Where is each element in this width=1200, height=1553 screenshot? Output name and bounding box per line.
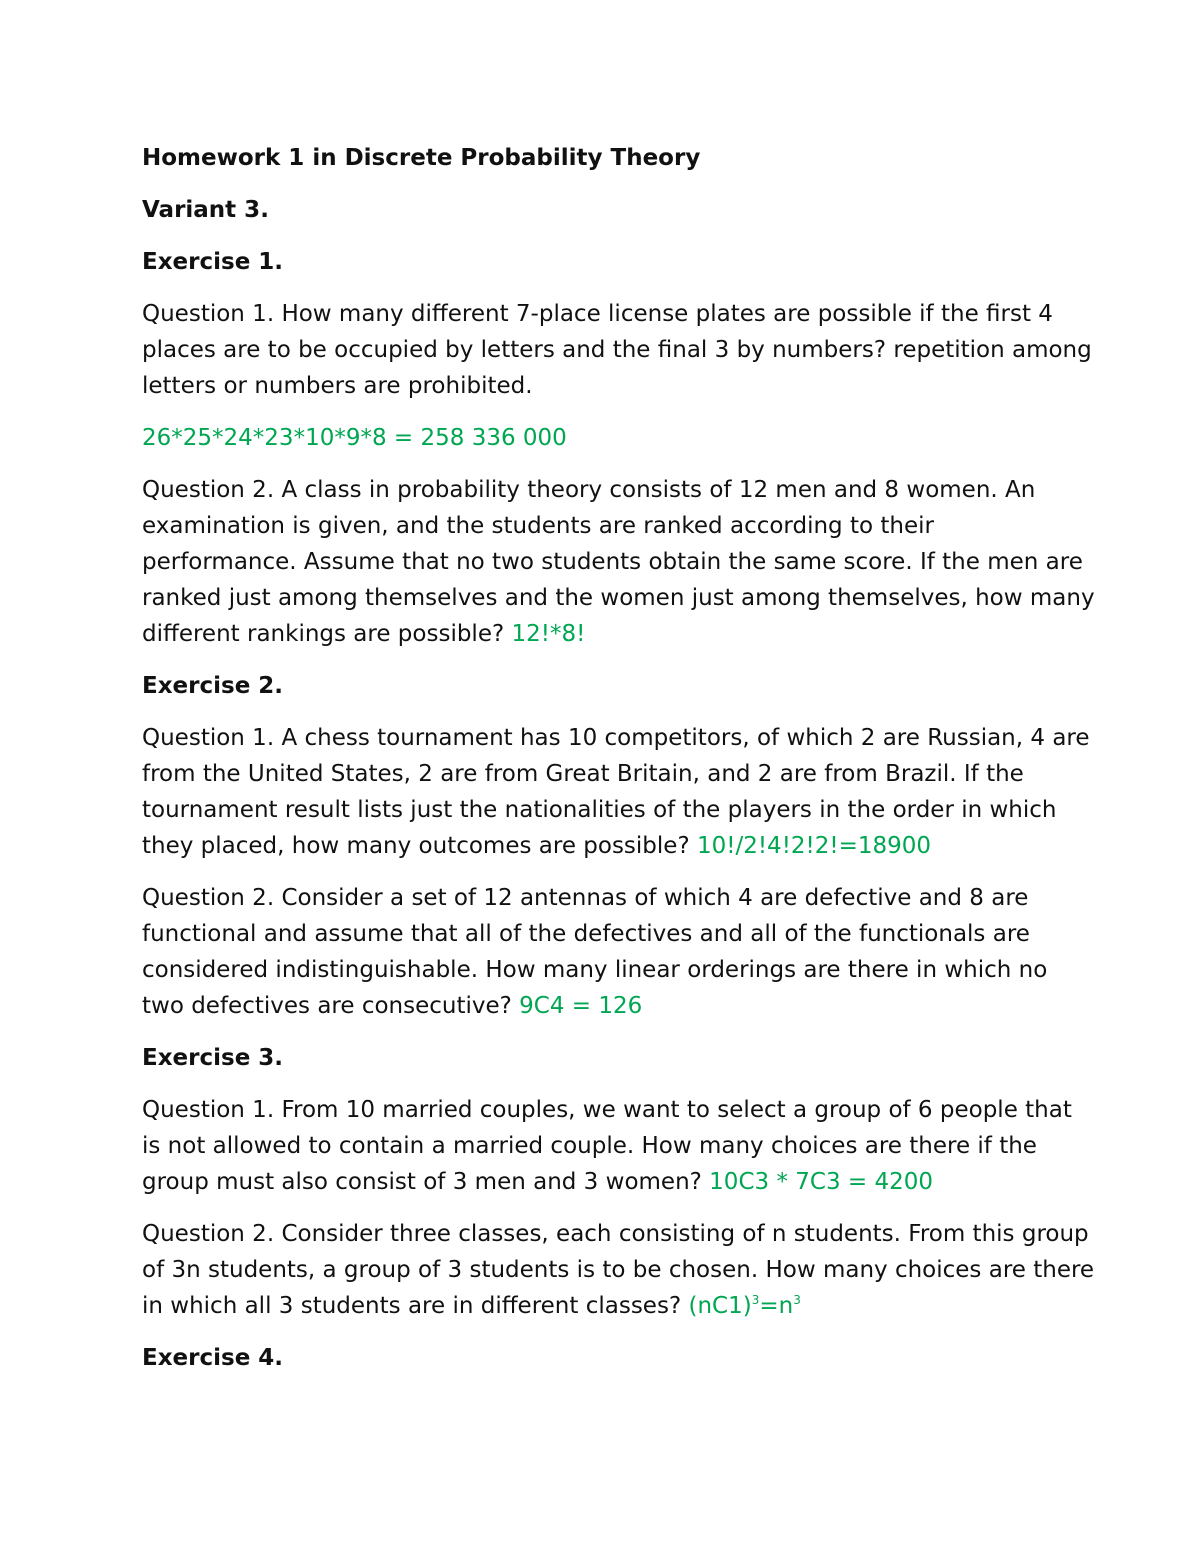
question-line: Question 1. From 10 married couples, we want to select a group of 6 people that — [142, 1097, 1072, 1123]
exercise-2-question-1-answer: 10!/2!4!2!2!=18900 — [696, 833, 932, 859]
question-line — [142, 828, 1072, 864]
question-line: Question 1. A chess tournament has 10 competitors, of which 2 are Russian, 4 are — [142, 725, 1090, 751]
exercise-1-heading: Exercise 1. — [142, 249, 284, 275]
exercise-3-question-2 — [142, 1216, 1095, 1324]
question-line: of 3n students, a group of 3 students is to be chosen. How many choices are there — [142, 1257, 1095, 1283]
document-title: Homework 1 in Discrete Probability Theory — [142, 145, 701, 171]
variant-label: Variant 3. — [142, 197, 269, 223]
question-line: letters or numbers are prohibited. — [142, 373, 533, 399]
answer-middle: =n — [759, 1293, 794, 1319]
exercise-2-question-1 — [142, 720, 1090, 864]
exercise-1-question-2-answer: 12!*8! — [511, 621, 586, 647]
exercise-3-heading: Exercise 3. — [142, 1045, 284, 1071]
question-line: from the United States, 2 are from Great Britain, and 2 are from Brazil. If the — [142, 761, 1024, 787]
question-line — [142, 988, 1072, 1024]
answer-exponent: 3 — [793, 1293, 801, 1307]
exercise-2-question-2 — [142, 880, 1072, 1024]
question-line: functional and assume that all of the defectives and all of the functionals are — [142, 921, 1030, 947]
question-line — [142, 616, 1072, 652]
exercise-4-heading: Exercise 4. — [142, 1345, 284, 1371]
question-line: Question 2. A class in probability theory consists of 12 men and 8 women. An — [142, 477, 1036, 503]
question-line: examination is given, and the students are ranked according to their — [142, 513, 934, 539]
question-line: Question 2. Consider a set of 12 antennas of which 4 are defective and 8 are — [142, 885, 1029, 911]
answer-exponent: 3 — [751, 1293, 760, 1307]
exercise-3-question-1-answer: 10C3 * 7C3 = 4200 — [709, 1169, 934, 1195]
exercise-3-question-1 — [142, 1092, 1072, 1200]
question-text: they placed, how many outcomes are possible? — [142, 833, 697, 859]
question-line: places are to be occupied by letters and the final 3 by numbers? repetition among — [142, 337, 1092, 363]
exercise-2-question-2-answer: 9C4 = 126 — [519, 993, 643, 1019]
question-line: ranked just among themselves and the women just among themselves, how many — [142, 585, 1095, 611]
exercise-3-question-2-answer — [688, 1293, 800, 1319]
answer-base: (nC1) — [688, 1293, 752, 1319]
question-line: Question 1. How many different 7-place license plates are possible if the first 4 — [142, 301, 1053, 327]
exercise-1-question-1 — [142, 296, 1092, 404]
question-line: is not allowed to contain a married couple. How many choices are there if the — [142, 1133, 1037, 1159]
document-page — [142, 140, 1095, 1376]
exercise-1-question-1-answer: 26*25*24*23*10*9*8 = 258 336 000 — [142, 425, 567, 451]
question-text: different rankings are possible? — [142, 621, 512, 647]
question-line: considered indistinguishable. How many linear orderings are there in which no — [142, 957, 1048, 983]
question-line: performance. Assume that no two students obtain the same score. If the men are — [142, 549, 1083, 575]
question-text: group must also consist of 3 men and 3 women? — [142, 1169, 710, 1195]
question-line — [142, 1164, 1072, 1200]
question-text: two defectives are consecutive? — [142, 993, 520, 1019]
exercise-2-heading: Exercise 2. — [142, 673, 284, 699]
question-text: in which all 3 students are in different classes? — [142, 1293, 689, 1319]
question-line: tournament result lists just the nationalities of the players in the order in which — [142, 797, 1057, 823]
question-line — [142, 1288, 1072, 1324]
question-line: Question 2. Consider three classes, each consisting of n students. From this group — [142, 1221, 1089, 1247]
exercise-1-question-2 — [142, 472, 1095, 652]
